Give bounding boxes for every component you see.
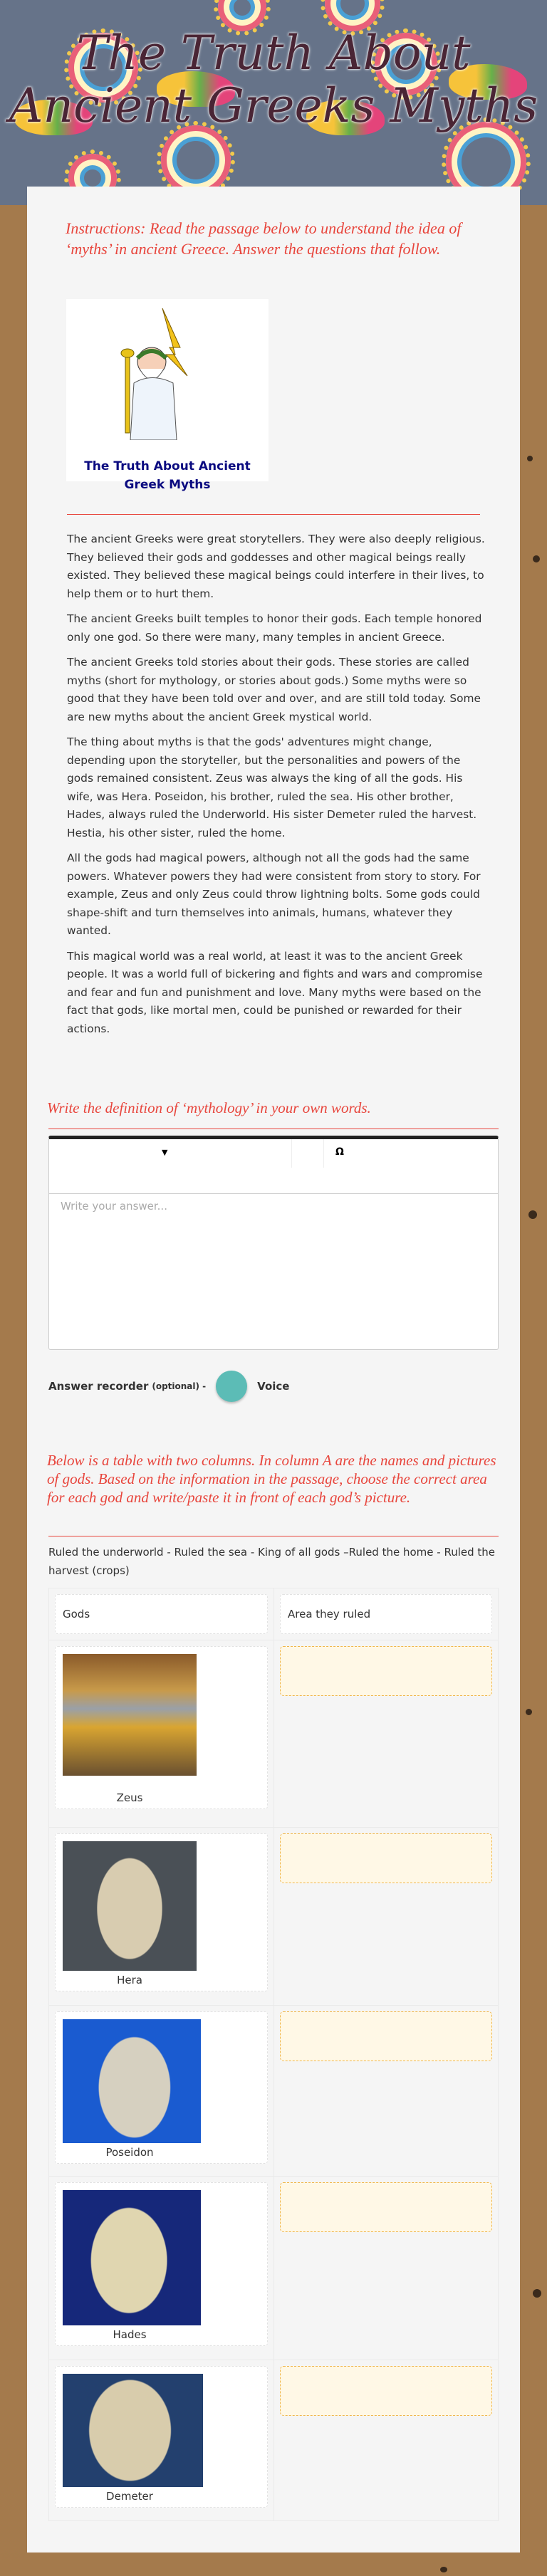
divider <box>67 514 480 515</box>
answer-drop-zone[interactable] <box>280 2011 492 2061</box>
passage-paragraph: All the gods had magical powers, although not all the gods had the same powers. Whatever powers they had were consistent from story to story. For example, Zeus and only Zeus could throw lightning bolts. Some gods could shape-shift and turn themselves into animals, humans, whatever they wanted. <box>67 852 481 937</box>
table-header-row <box>49 1588 498 1640</box>
zeus-cartoon-image <box>66 299 269 492</box>
reading-passage <box>67 530 487 1045</box>
caret-down-icon[interactable]: ▼ <box>162 1148 168 1157</box>
poseidon-image <box>63 2019 201 2143</box>
zeus-illustration <box>113 305 219 440</box>
answer-input[interactable]: Write your answer... <box>61 1200 167 1213</box>
worksheet-card <box>27 187 520 2553</box>
gods-table <box>48 1588 499 2521</box>
god-name: Hera <box>117 1974 142 1986</box>
god-cell <box>55 2182 268 2346</box>
answer-drop-zone[interactable] <box>280 1646 492 1696</box>
record-button[interactable] <box>216 1371 247 1402</box>
recorder-label: Answer recorder <box>48 1380 149 1393</box>
table-row <box>49 1828 498 2006</box>
table-row <box>49 1640 498 1828</box>
passage-paragraph: The ancient Greeks built temples to honor their gods. Each temple honored only one god. So there were many, many temples in ancient Greece. <box>67 612 482 644</box>
answer-drop-zone[interactable] <box>280 1833 492 1883</box>
hades-image <box>63 2190 201 2325</box>
god-cell <box>55 1646 268 1809</box>
demeter-image <box>63 2374 203 2487</box>
god-cell <box>55 1833 268 1991</box>
god-name: Poseidon <box>105 2146 154 2159</box>
question-2-prompt: Below is a table with two columns. In column A are the names and pictures of gods. Based on the information in the passage, choose the correct area for each god and write/paste it in front of each god’s picture. <box>47 1452 496 1506</box>
passage-paragraph: This magical world was a real world, at least it was to the ancient Greek people. It was a world full of bickering and fights and wars and compromise and fear and fun and punishment and love. Many myths were based on the fact that gods, like mortal men, could be punished or rewarded for their actions. <box>67 949 483 1035</box>
special-character-button[interactable]: Ω <box>335 1146 344 1158</box>
answer-drop-zone[interactable] <box>280 2366 492 2416</box>
god-name: Hades <box>113 2328 147 2341</box>
recorder-optional: (optional) - <box>152 1381 207 1391</box>
passage-paragraph: The ancient Greeks were great storytellers. They were also deeply religious. They believed their gods and goddesses and other magical beings really existed. They believed these magical beings could interfere in their lives, to help them or to hurt them. <box>67 533 485 600</box>
answer-editor[interactable] <box>48 1136 499 1350</box>
table-row <box>49 2177 498 2360</box>
hera-image <box>63 1841 197 1971</box>
passage-paragraph: The thing about myths is that the gods' adventures might change, depending upon the storyteller, but the personalities and powers of the gods remained consistent. Zeus was always the king of all the gods. His wife, was Hera. Poseidon, his brother, ruled the sea. His other brother, Hades, always ruled the Underworld. His sister Demeter ruled the harvest. Hestia, his other sister, ruled the home. <box>67 735 477 839</box>
toolbar-separator <box>291 1139 324 1168</box>
page-title: The Truth About Ancient Greeks Myths <box>9 26 538 133</box>
passage-paragraph: The ancient Greeks told stories about their gods. These stories are called myths (short for mythology, or stories about gods.) Some myths were so good that they have been told over and over, and are still told today. Some are new myths about the ancient Greek mystical world. <box>67 656 481 723</box>
god-cell <box>55 2366 268 2508</box>
god-name: Demeter <box>106 2490 153 2503</box>
logo-caption: The Truth About Ancient Greek Myths <box>84 459 251 492</box>
zeus-image <box>63 1654 197 1776</box>
header-banner <box>0 0 547 205</box>
answer-recorder <box>48 1371 289 1402</box>
god-name: Zeus <box>116 1791 143 1804</box>
header-area: Area they ruled <box>280 1594 492 1634</box>
voice-label: Voice <box>257 1380 290 1393</box>
god-cell <box>55 2011 268 2164</box>
answer-drop-zone[interactable] <box>280 2182 492 2232</box>
editor-toolbar <box>49 1139 498 1194</box>
question-1-prompt: Write the definition of ‘mythology’ in your own words. <box>47 1099 371 1116</box>
table-row <box>49 2006 498 2177</box>
table-row <box>49 2360 498 2520</box>
instructions-text: Instructions: Read the passage below to understand the idea of ‘myths’ in ancient Greece. Answer the questions that follow. <box>66 219 462 258</box>
header-gods: Gods <box>55 1594 268 1634</box>
options-text: Ruled the underworld - Ruled the sea - King of all gods –Ruled the home - Ruled the harvest (crops) <box>48 1546 495 1577</box>
